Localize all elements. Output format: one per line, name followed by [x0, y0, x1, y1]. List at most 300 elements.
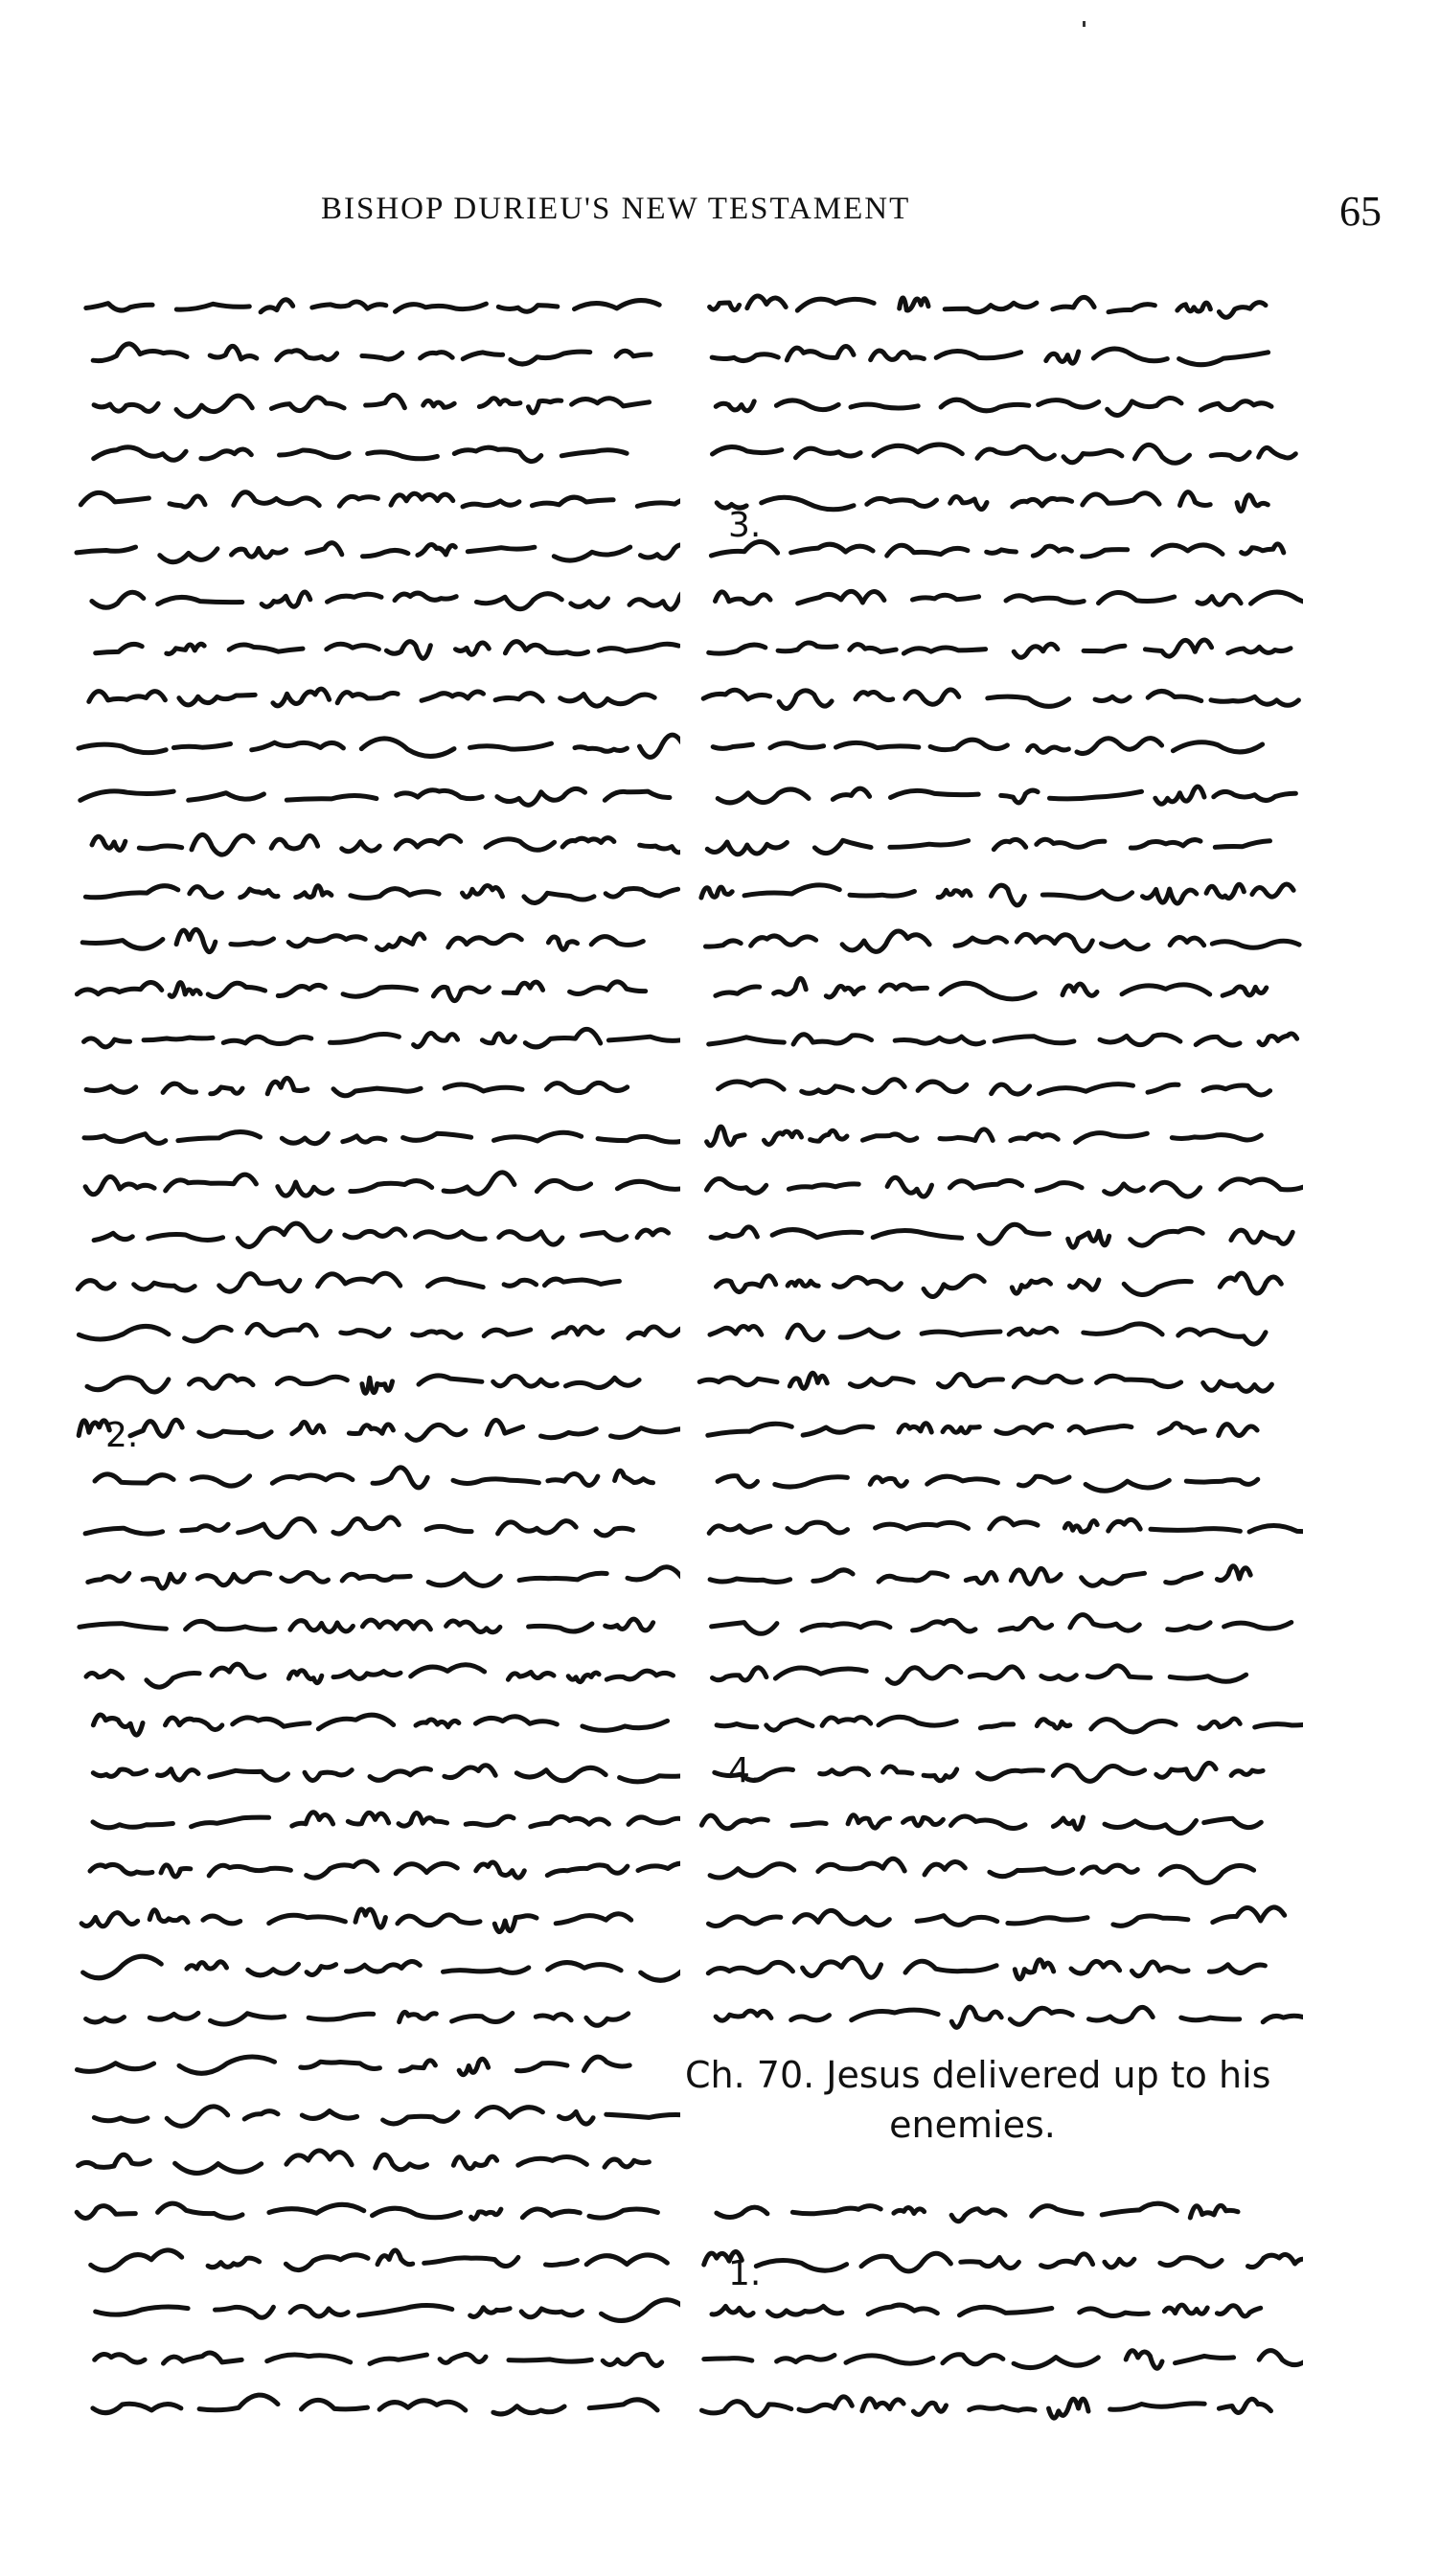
shorthand-stroke [486, 839, 555, 850]
section-marker-3: 3. [728, 506, 762, 545]
shorthand-stroke [504, 1280, 537, 1286]
shorthand-stroke [453, 2156, 496, 2169]
shorthand-stroke [600, 644, 679, 651]
shorthand-stroke [182, 1524, 228, 1531]
shorthand-stroke [479, 399, 520, 407]
shorthand-stroke [1151, 1529, 1240, 1532]
shorthand-stroke [277, 351, 337, 360]
shorthand-stroke [1099, 592, 1175, 603]
shorthand-stroke [850, 1379, 913, 1387]
shorthand-stroke [629, 590, 680, 609]
shorthand-stroke [887, 545, 968, 556]
shorthand-stroke [994, 839, 1025, 849]
shorthand-stroke [90, 1864, 152, 1874]
shorthand-stroke [606, 888, 677, 897]
shorthand-stroke [83, 1956, 162, 1978]
shorthand-stroke [1102, 941, 1149, 949]
shorthand-stroke [1087, 1666, 1150, 1677]
shorthand-stroke [575, 301, 660, 309]
shorthand-stroke [301, 2062, 380, 2068]
shorthand-stroke [1089, 2007, 1154, 2021]
shorthand-stroke [799, 2397, 852, 2411]
shorthand-stroke [836, 742, 919, 747]
shorthand-stroke [173, 744, 230, 748]
shorthand-stroke [232, 548, 286, 557]
shorthand-stroke [445, 1766, 495, 1778]
shorthand-stroke [1100, 1035, 1180, 1045]
shorthand-stroke [269, 1915, 346, 1923]
shorthand-stroke [905, 690, 959, 704]
shorthand-stroke [568, 1673, 599, 1681]
shorthand-stroke [1008, 1918, 1087, 1924]
shorthand-stroke [1050, 791, 1142, 799]
shorthand-stroke [1159, 1424, 1204, 1433]
shorthand-stroke [85, 1176, 154, 1194]
shorthand-stroke [1037, 1720, 1070, 1728]
shorthand-stroke [179, 695, 255, 704]
shorthand-stroke [798, 591, 884, 604]
shorthand-stroke [818, 1858, 904, 1871]
shorthand-stroke [522, 2209, 580, 2218]
shorthand-stroke [167, 644, 204, 653]
shorthand-stroke [617, 1181, 680, 1189]
shorthand-stroke [348, 1812, 388, 1824]
shorthand-stroke [796, 448, 861, 458]
shorthand-stroke [1179, 353, 1269, 365]
shorthand-stroke [351, 889, 439, 899]
shorthand-stroke [762, 497, 854, 510]
shorthand-stroke [453, 1479, 538, 1484]
shorthand-stroke [1105, 1184, 1144, 1194]
shorthand-stroke [707, 1179, 766, 1194]
shorthand-stroke [508, 1673, 554, 1680]
shorthand-stroke [890, 841, 969, 848]
shorthand-stroke [1017, 934, 1092, 951]
shorthand-stroke [605, 791, 670, 800]
shorthand-stroke [428, 1279, 484, 1287]
shorthand-stroke [305, 1770, 352, 1781]
shorthand-stroke [1097, 1376, 1181, 1386]
shorthand-stroke [822, 1718, 871, 1726]
shorthand-stroke [541, 1429, 597, 1438]
shorthand-stroke [1217, 1566, 1250, 1581]
shorthand-stroke [85, 1528, 163, 1534]
shorthand-stroke [1219, 303, 1266, 318]
shorthand-stroke [894, 2207, 925, 2213]
shorthand-stroke [383, 2112, 458, 2124]
shorthand-stroke [493, 2406, 564, 2414]
shorthand-stroke [774, 978, 807, 994]
shorthand-stroke [814, 840, 871, 853]
shorthand-stroke [1242, 544, 1284, 554]
shorthand-stroke [328, 594, 382, 602]
shorthand-stroke [476, 1717, 558, 1724]
shorthand-stroke [386, 642, 430, 659]
shorthand-stroke [193, 1476, 250, 1486]
shorthand-stroke [288, 1671, 321, 1683]
shorthand-stroke [789, 1373, 827, 1388]
shorthand-stroke [1180, 492, 1211, 506]
shorthand-stroke [751, 936, 816, 946]
shorthand-stroke [708, 1424, 792, 1435]
shorthand-stroke [444, 1968, 529, 1972]
shorthand-stroke [422, 692, 484, 700]
shorthand-stroke [208, 983, 264, 996]
shorthand-stroke [94, 403, 158, 411]
shorthand-stroke [463, 353, 503, 359]
shorthand-stroke [203, 1916, 240, 1924]
shorthand-stroke [179, 2057, 275, 2073]
shorthand-stroke [396, 835, 461, 849]
shorthand-stroke [1164, 2305, 1207, 2314]
shorthand-stroke [1012, 1280, 1050, 1293]
shorthand-stroke [216, 2307, 274, 2317]
shorthand-stroke [826, 986, 863, 996]
shorthand-stroke [337, 693, 398, 703]
shorthand-stroke [775, 1668, 866, 1678]
shorthand-stroke [78, 2063, 154, 2072]
shorthand-stroke [583, 1721, 668, 1730]
shorthand-stroke [395, 593, 456, 601]
shorthand-stroke [903, 1817, 944, 1825]
shorthand-stroke [1215, 841, 1269, 848]
shorthand-stroke [424, 2257, 518, 2266]
shorthand-stroke [586, 2255, 667, 2265]
shorthand-stroke [834, 1277, 901, 1289]
shorthand-stroke [282, 1573, 329, 1583]
shorthand-stroke [78, 1281, 114, 1289]
shorthand-stroke [712, 1623, 777, 1634]
shorthand-stroke [463, 501, 519, 507]
shorthand-stroke [93, 1715, 143, 1735]
shorthand-stroke [286, 796, 377, 801]
shorthand-stroke [1143, 889, 1197, 903]
shorthand-stroke [470, 743, 552, 749]
shorthand-stroke [606, 1671, 673, 1679]
shorthand-stroke [209, 1865, 290, 1876]
shorthand-stroke [192, 834, 253, 855]
shorthand-stroke [1181, 2017, 1240, 2020]
shorthand-stroke [1046, 352, 1079, 363]
shorthand-stroke [164, 2353, 242, 2363]
shorthand-stroke [718, 1476, 757, 1487]
shorthand-stroke [396, 1863, 457, 1873]
chapter-heading-line2: enemies. [889, 2104, 1056, 2146]
shorthand-stroke [484, 1330, 531, 1336]
shorthand-stroke [238, 1223, 330, 1246]
shorthand-stroke [149, 1910, 188, 1923]
shorthand-stroke [463, 885, 503, 897]
shorthand-stroke [856, 692, 893, 699]
shorthand-stroke [707, 1127, 745, 1146]
shorthand-stroke [891, 790, 979, 797]
shorthand-stroke [288, 936, 365, 946]
shorthand-stroke [917, 1916, 997, 1926]
shorthand-stroke [282, 1133, 328, 1143]
shorthand-stroke [802, 1623, 890, 1630]
shorthand-stroke [717, 2207, 767, 2217]
shorthand-stroke [606, 1619, 653, 1630]
shorthand-stroke [487, 1420, 522, 1434]
shorthand-stroke [339, 496, 377, 506]
shorthand-stroke [701, 1815, 767, 1829]
shorthand-stroke [629, 1327, 680, 1338]
shorthand-stroke [716, 401, 754, 411]
shorthand-stroke [797, 299, 874, 310]
shorthand-stroke [208, 2258, 260, 2268]
shorthand-stroke [223, 1037, 310, 1043]
shorthand-stroke [879, 1573, 948, 1582]
shorthand-stroke [1223, 987, 1267, 995]
shorthand-stroke [333, 1672, 400, 1679]
shorthand-stroke [966, 1572, 996, 1583]
shorthand-stroke [591, 937, 643, 946]
page-number: 65 [1339, 188, 1382, 235]
shorthand-stroke [426, 1526, 471, 1531]
shorthand-stroke [290, 1621, 354, 1632]
shorthand-stroke [537, 1180, 590, 1191]
shorthand-stroke [312, 302, 386, 308]
shorthand-stroke [1134, 445, 1189, 463]
shorthand-stroke [199, 1431, 271, 1437]
shorthand-stroke [373, 1468, 427, 1488]
shorthand-stroke [149, 1234, 223, 1240]
shorthand-stroke [1206, 884, 1244, 898]
shorthand-stroke [509, 2359, 591, 2361]
shorthand-stroke [717, 1724, 757, 1727]
shorthand-stroke [943, 2355, 1003, 2364]
shorthand-stroke [913, 595, 979, 600]
shorthand-stroke [197, 1573, 269, 1585]
shorthand-stroke [219, 1274, 300, 1292]
shorthand-stroke [775, 1477, 848, 1487]
shorthand-stroke [820, 1768, 869, 1775]
shorthand-stroke [1212, 941, 1299, 947]
shorthand-stroke [554, 1327, 603, 1337]
shorthand-stroke [498, 306, 558, 312]
shorthand-stroke [710, 1579, 790, 1582]
shorthand-stroke [873, 1231, 962, 1239]
shorthand-stroke [529, 400, 561, 413]
shorthand-stroke [951, 2209, 1005, 2222]
shorthand-stroke [848, 1815, 890, 1828]
shorthand-stroke [560, 695, 655, 707]
shorthand-stroke [94, 2118, 147, 2122]
shorthand-stroke [499, 1232, 562, 1245]
shorthand-stroke [307, 1861, 377, 1878]
shorthand-stroke [704, 2359, 752, 2360]
shorthand-stroke [1148, 1084, 1178, 1092]
shorthand-stroke [813, 1570, 853, 1582]
shorthand-stroke [1228, 647, 1291, 653]
shorthand-stroke [991, 885, 1024, 905]
shorthand-stroke [608, 1037, 680, 1040]
shorthand-stroke [641, 1966, 680, 1981]
shorthand-stroke [930, 740, 1007, 749]
shorthand-stroke [85, 886, 177, 898]
shorthand-stroke [84, 1134, 166, 1144]
shorthand-stroke [713, 447, 782, 454]
shorthand-stroke [640, 842, 680, 853]
shorthand-stroke [905, 1961, 996, 1972]
shorthand-stroke [262, 592, 310, 606]
shorthand-stroke [77, 547, 136, 553]
shorthand-stroke [296, 886, 331, 898]
shorthand-stroke [370, 2355, 427, 2363]
shorthand-stroke [924, 1276, 984, 1297]
shorthand-stroke [766, 1720, 812, 1730]
shorthand-stroke [396, 304, 487, 311]
shorthand-stroke [1093, 349, 1167, 361]
shorthand-stroke [161, 1865, 191, 1877]
shorthand-stroke [560, 2111, 594, 2124]
shorthand-stroke [272, 1474, 353, 1483]
shorthand-stroke [887, 1177, 931, 1197]
shorthand-stroke [359, 2306, 452, 2315]
shorthand-stroke [1122, 985, 1210, 994]
shorthand-stroke [709, 645, 766, 653]
shorthand-stroke [744, 885, 839, 896]
shorthand-stroke [1083, 493, 1159, 505]
shorthand-stroke [718, 789, 809, 803]
shorthand-stroke [529, 1624, 592, 1631]
shorthand-stroke [913, 2403, 946, 2414]
shorthand-stroke [302, 2111, 356, 2119]
shorthand-stroke [229, 645, 303, 651]
shorthand-stroke [709, 1526, 770, 1534]
shorthand-stroke [176, 304, 249, 309]
shorthand-stroke [87, 1378, 169, 1392]
shorthand-stroke [1071, 1961, 1120, 1973]
shorthand-stroke [1131, 1228, 1203, 1245]
shorthand-stroke [871, 351, 925, 360]
shorthand-stroke [548, 937, 577, 949]
shorthand-stroke [77, 982, 161, 993]
shorthand-stroke [199, 2395, 278, 2410]
shorthand-stroke [990, 1518, 1038, 1529]
shorthand-stroke [949, 1180, 1021, 1188]
shorthand-stroke [158, 1769, 199, 1780]
shorthand-stroke [347, 1961, 421, 1972]
shorthand-stroke [1259, 2351, 1303, 2365]
shorthand-stroke [189, 793, 264, 801]
shorthand-stroke [93, 2404, 181, 2412]
shorthand-stroke [615, 1470, 653, 1482]
shorthand-stroke [943, 1426, 979, 1432]
shorthand-stroke [505, 642, 587, 654]
ink-speck [1083, 21, 1086, 27]
shorthand-stroke [913, 1620, 975, 1630]
shorthand-stroke [1069, 1425, 1131, 1432]
shorthand-stroke [787, 347, 854, 360]
shorthand-stroke [846, 2356, 933, 2363]
shorthand-stroke [547, 1865, 628, 1876]
shorthand-stroke [362, 353, 402, 359]
shorthand-stroke [556, 1914, 631, 1924]
shorthand-stroke [717, 1276, 776, 1292]
shorthand-stroke [531, 1816, 609, 1826]
shorthand-stroke [1198, 595, 1241, 604]
shorthand-stroke [79, 744, 166, 752]
shorthand-stroke [955, 938, 1007, 946]
shorthand-stroke [516, 1767, 606, 1780]
shorthand-stroke [1053, 1766, 1144, 1782]
shorthand-stroke [1166, 1573, 1201, 1583]
shorthand-stroke [244, 2111, 278, 2119]
shorthand-stroke [342, 1574, 410, 1581]
shorthand-stroke [286, 2151, 352, 2165]
shorthand-stroke [1251, 592, 1304, 604]
shorthand-stroke [941, 399, 1029, 411]
shorthand-stroke [863, 1134, 917, 1140]
shorthand-stroke [1080, 2309, 1149, 2316]
shorthand-stroke [521, 2309, 582, 2317]
shorthand-stroke [414, 1034, 458, 1047]
shorthand-stroke [399, 1812, 447, 1826]
shorthand-stroke [861, 2253, 950, 2271]
shorthand-stroke [706, 941, 742, 946]
shorthand-stroke [940, 1129, 993, 1141]
shorthand-stroke [596, 1528, 632, 1536]
section-marker-2: 2. [105, 1416, 139, 1455]
shorthand-stroke [620, 1774, 680, 1782]
shorthand-stroke [400, 2012, 437, 2021]
shorthand-stroke [1224, 1623, 1291, 1630]
shorthand-stroke [710, 303, 740, 310]
shorthand-stroke [95, 2355, 145, 2362]
shorthand-stroke [1040, 1084, 1133, 1094]
shorthand-stroke [713, 1668, 766, 1680]
shorthand-stroke [175, 2163, 262, 2173]
shorthand-stroke [791, 2016, 830, 2020]
shorthand-stroke [459, 2059, 488, 2074]
shorthand-stroke [918, 1082, 967, 1092]
shorthand-stroke [307, 1965, 336, 1975]
verse-marker-1: 1. [728, 2254, 762, 2293]
shorthand-stroke [925, 1861, 965, 1874]
shorthand-stroke [349, 1425, 393, 1434]
shorthand-stroke [88, 1573, 129, 1582]
shorthand-stroke [876, 1522, 969, 1529]
shorthand-stroke [446, 1621, 500, 1632]
shorthand-stroke [850, 891, 914, 896]
shorthand-stroke [637, 496, 680, 506]
shorthand-stroke [712, 354, 778, 361]
shorthand-stroke [842, 931, 929, 951]
shorthand-stroke [1039, 400, 1099, 408]
shorthand-stroke [495, 694, 542, 701]
shorthand-stroke [86, 2017, 125, 2022]
shorthand-stroke [702, 2402, 791, 2416]
shorthand-stroke [94, 447, 186, 460]
shorthand-stroke [1221, 1179, 1303, 1190]
shorthand-stroke [548, 1963, 621, 1971]
shorthand-stroke [536, 2015, 571, 2020]
shorthand-stroke [1109, 1519, 1141, 1531]
shorthand-stroke [452, 2014, 513, 2022]
shorthand-stroke [1105, 1820, 1197, 1833]
shorthand-stroke [570, 982, 646, 994]
shorthand-stroke [977, 446, 1054, 459]
shorthand-stroke [586, 2014, 629, 2025]
shorthand-stroke [628, 1567, 680, 1580]
shorthand-stroke [776, 400, 838, 410]
shorthand-stroke [707, 842, 787, 855]
shorthand-stroke [143, 1574, 184, 1588]
shorthand-stroke [1237, 495, 1268, 512]
shorthand-stroke [1108, 398, 1181, 415]
shorthand-stroke [1248, 2255, 1304, 2268]
